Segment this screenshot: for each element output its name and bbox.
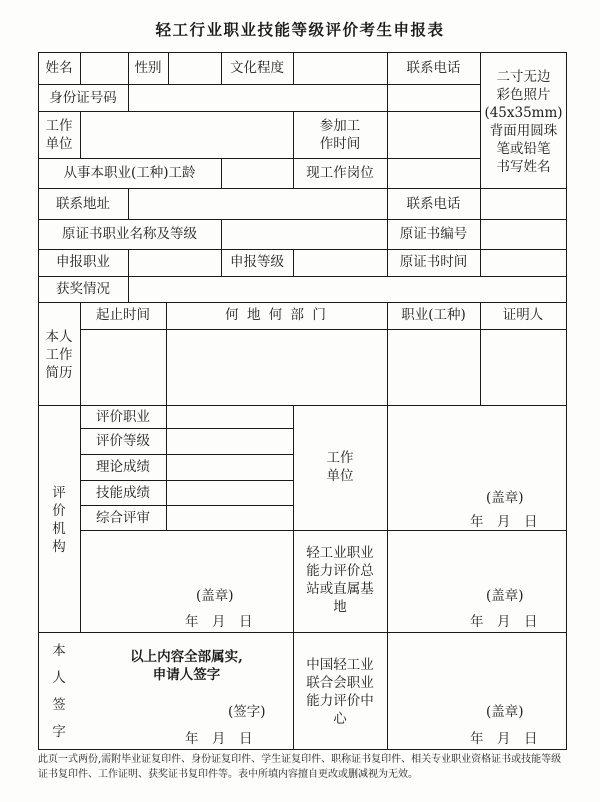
date-label: 年 月 日 [185, 614, 253, 630]
label-apply-level: 申报等级 [230, 254, 284, 270]
label-orig-cert-time: 原证书时间 [399, 254, 468, 270]
label-phone-2: 联系电话 [406, 196, 461, 212]
seal-label: (盖章) [486, 704, 524, 720]
photo-note-line: 笔或铅笔 [496, 141, 551, 157]
resume-col-occupation: 职业(工种) [401, 307, 466, 323]
label-orig-cert-no: 原证书编号 [399, 226, 468, 242]
photo-note-line: 彩色照片 [496, 87, 551, 103]
photo-placeholder [481, 68, 566, 176]
date-label: 年 月 日 [185, 731, 253, 747]
label-years-in-trade: 从事本职业(工种)工龄 [63, 165, 196, 181]
sign-center-label: 中国轻工业 联合会职业 能力评价中 心 [306, 657, 374, 727]
label-id-number: 身份证号码 [49, 90, 117, 106]
photo-note-line: 二寸无边 [496, 69, 551, 85]
resume-col-where-dept: 何 地 何 部 门 [225, 307, 328, 323]
label-address: 联系地址 [56, 196, 110, 212]
resume-col-witness: 证明人 [502, 307, 544, 323]
eval-item-occupation: 评价职业 [96, 409, 150, 425]
label-orig-cert-name: 原证书职业名称及等级 [62, 226, 197, 242]
label-current-post: 现工作岗位 [306, 165, 374, 181]
label-awards: 获奖情况 [56, 281, 110, 297]
label-gender: 性别 [134, 60, 162, 76]
eval-item-theory-score: 理论成绩 [96, 459, 150, 475]
seal-label: (盖章) [196, 588, 234, 604]
label-join-work-time: 参加工 作时间 [319, 118, 361, 152]
date-label: 年 月 日 [470, 514, 538, 530]
label-work-unit: 工作 单位 [45, 118, 73, 152]
resume-side-label: 本人 工作 简历 [45, 329, 73, 381]
label-education: 文化程度 [230, 60, 284, 76]
eval-work-unit-label: 工作 单位 [326, 450, 354, 484]
photo-note-line: (45x35mm) [484, 105, 563, 121]
sign-label: (签字) [228, 704, 266, 720]
seal-label: (盖章) [486, 588, 524, 604]
photo-note-line: 背面用圆珠 [489, 123, 558, 139]
eval-station-label: 轻工业职业 能力评价总 站或直属基 地 [306, 545, 374, 615]
eval-item-review: 综合评审 [96, 510, 150, 526]
sign-declaration: 以上内容全部属实, 申请人签字 [130, 649, 243, 683]
date-label: 年 月 日 [470, 731, 538, 747]
label-name: 姓名 [45, 60, 73, 76]
photo-note-line: 书写姓名 [496, 159, 551, 175]
label-phone: 联系电话 [406, 60, 461, 76]
date-label: 年 月 日 [470, 614, 538, 630]
eval-side-label: 评 价 机 构 [52, 485, 66, 555]
label-apply-occupation: 申报职业 [56, 254, 110, 270]
footer-note: 此页一式两份,需附毕业证复印件、身份证复印件、学生证复印件、职称证书复印件、相关专业职业资格证书或技能等级证书复印件、工作证明、获奖证书复印件等。表中所填内容擅自更改或删减视为无效。 [38, 754, 562, 780]
eval-item-level: 评价等级 [96, 433, 150, 449]
seal-label: (盖章) [486, 490, 524, 506]
sign-side-label: 本 人 签 字 [52, 643, 66, 740]
form-title: 轻工行业职业技能等级评价考生申报表 [155, 20, 445, 39]
eval-item-skill-score: 技能成绩 [96, 485, 150, 501]
resume-col-period: 起止时间 [96, 307, 150, 323]
